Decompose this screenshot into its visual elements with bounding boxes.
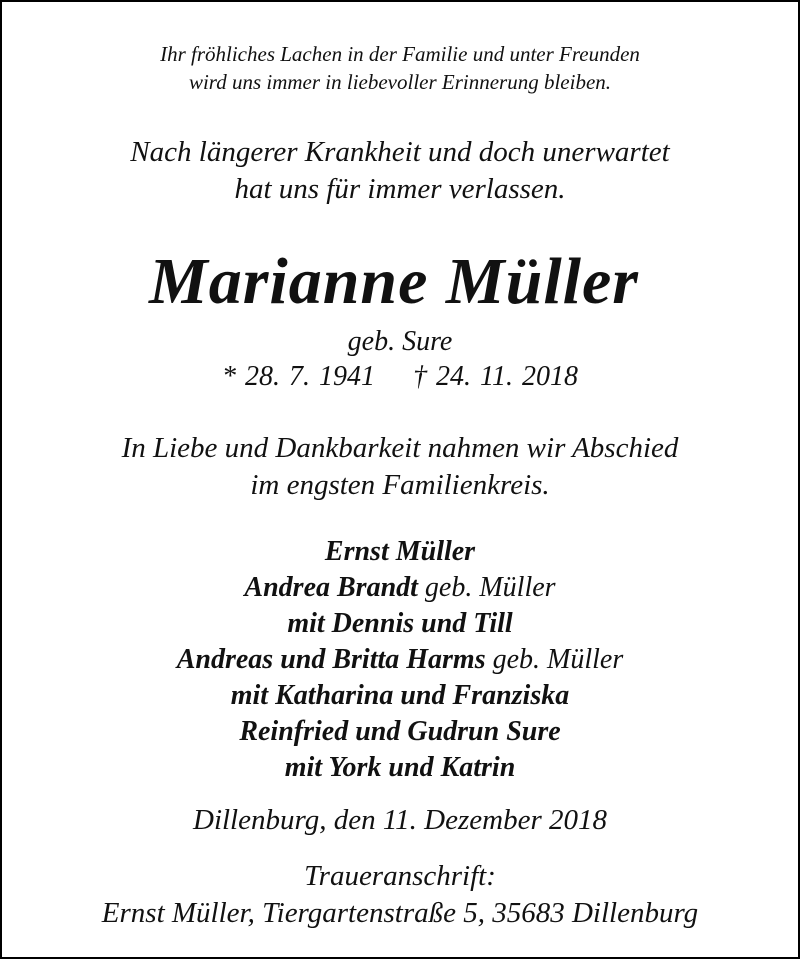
motto bbox=[2, 40, 798, 96]
birth-date: * 28. 7. 1941 bbox=[222, 361, 376, 392]
intro-text bbox=[2, 134, 798, 208]
mourner-entry bbox=[2, 750, 798, 786]
mourner-note: geb. Müller bbox=[417, 572, 556, 603]
mourner-entry bbox=[2, 534, 798, 570]
farewell-line: In Liebe und Dankbarkeit nahmen wir Abschied bbox=[121, 432, 679, 464]
life-dates bbox=[2, 358, 798, 396]
mourner-note: geb. Müller bbox=[485, 644, 624, 675]
mourner-name: Andreas und Britta Harms bbox=[176, 644, 486, 675]
mourner-entry bbox=[2, 606, 798, 642]
mourner-entry bbox=[2, 642, 798, 678]
mourner-name: mit York und Katrin bbox=[284, 752, 516, 783]
address-label: Traueranschrift: bbox=[304, 860, 496, 892]
mourner-name: Ernst Müller bbox=[324, 536, 476, 567]
mourners-list bbox=[2, 534, 798, 786]
mourner-entry bbox=[2, 570, 798, 606]
mourner-name: mit Katharina und Franziska bbox=[230, 680, 570, 711]
mourner-name: Reinfried und Gudrun Sure bbox=[239, 716, 561, 747]
intro-line: Nach längerer Krankheit und doch unerwartet bbox=[130, 136, 670, 168]
place-and-date: Dillenburg, den 11. Dezember 2018 bbox=[193, 804, 607, 836]
farewell-text bbox=[2, 430, 798, 504]
address-line: Ernst Müller, Tiergartenstraße 5, 35683 Dillenburg bbox=[101, 897, 699, 929]
mourner-name: Andrea Brandt bbox=[244, 572, 418, 603]
farewell-line: im engsten Familienkreis. bbox=[250, 469, 550, 501]
mourner-name: mit Dennis und Till bbox=[287, 608, 513, 639]
mourner-entry bbox=[2, 714, 798, 750]
motto-line: wird uns immer in liebevoller Erinnerung bleiben. bbox=[188, 70, 612, 94]
motto-line: Ihr fröhliches Lachen in der Familie und unter Freunden bbox=[160, 42, 640, 66]
intro-line: hat uns für immer verlassen. bbox=[234, 173, 566, 205]
birth-name: geb. Sure bbox=[347, 326, 453, 357]
mourning-address bbox=[2, 858, 798, 932]
mourner-entry bbox=[2, 678, 798, 714]
death-date: † 24. 11. 2018 bbox=[413, 361, 578, 392]
deceased-name: Marianne Müller bbox=[149, 245, 639, 318]
